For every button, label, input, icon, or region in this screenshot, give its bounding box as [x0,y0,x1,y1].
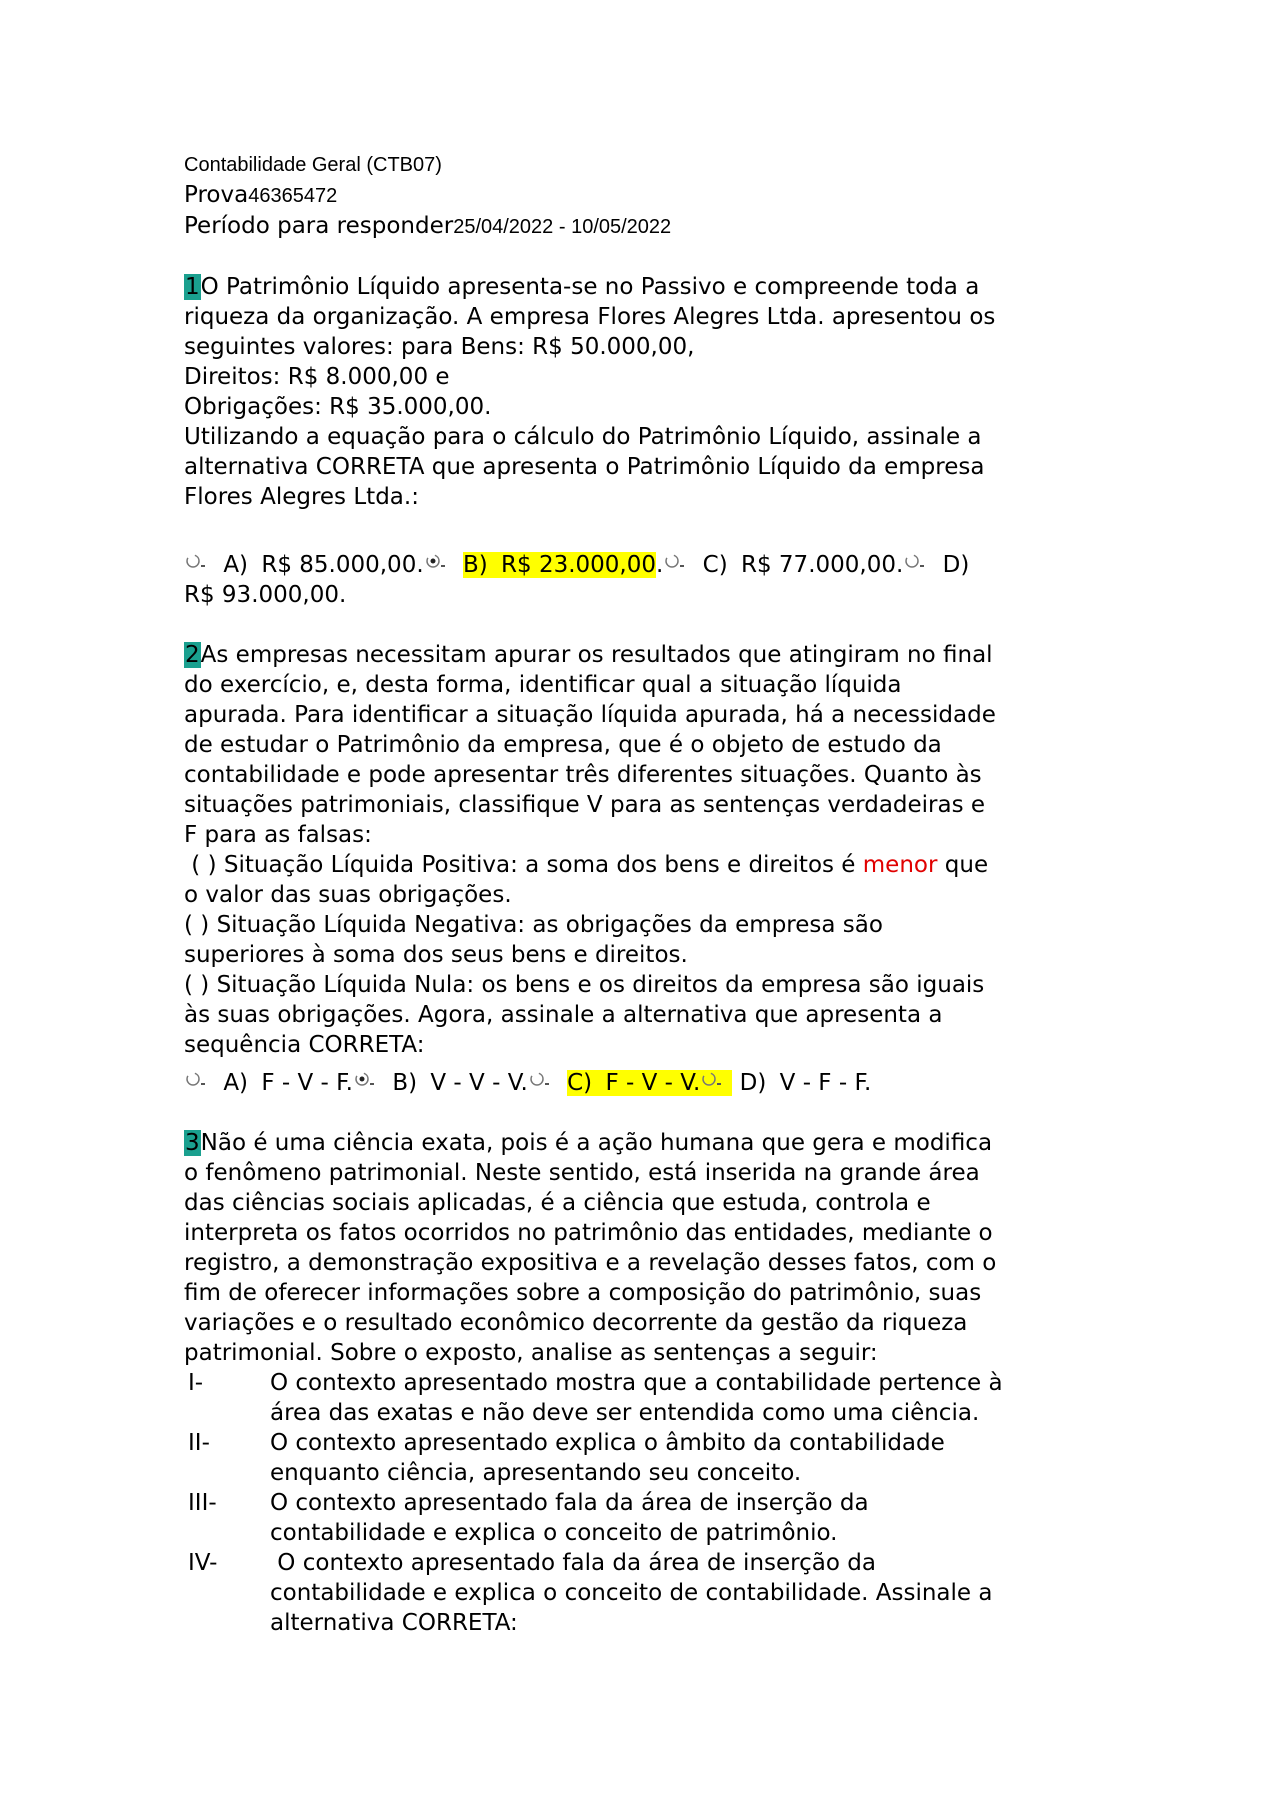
question-text-line: Direitos: R$ 8.000,00 e [184,364,450,390]
question-text-line: das ciências sociais aplicadas, é a ciência que estuda, controla e [184,1190,931,1216]
roman-numeral: I- [188,1370,204,1396]
roman-numeral: II- [188,1430,210,1456]
radio-unselected-icon[interactable] [184,552,210,574]
option-label: B) [462,552,488,578]
option-label: D) [739,1070,767,1096]
question-text-line: seguintes valores: para Bens: R$ 50.000,00, [184,334,695,360]
statement-3-continued: às suas obrigações. Agora, assinale a alternativa que apresenta a [184,1002,943,1028]
option-label: D) [942,552,970,578]
prova-label: Prova [184,182,249,208]
radio-unselected-icon[interactable] [528,1070,554,1092]
option-label: B) [392,1070,418,1096]
radio-selected-icon[interactable] [424,552,450,574]
question-text-line: patrimonial. Sobre o exposto, analise as sentenças a seguir: [184,1340,878,1366]
question-text-line: registro, a demonstração expositiva e a revelação desses fatos, com o [184,1250,997,1276]
list-item: I- O contexto apresentado mostra que a contabilidade pertence à área das exatas e não deve ser entendida como uma ciência. [184,1368,1104,1428]
option-text: V - V - V. [430,1070,528,1096]
options-line [184,1068,1104,1098]
radio-unselected-icon[interactable] [903,552,929,574]
question-text-line: contabilidade e pode apresentar três diferentes situações. Quanto às [184,762,982,788]
question-number: 1 [185,274,200,300]
radio-unselected-icon[interactable] [663,552,689,574]
document-content [184,150,1104,1638]
question-text-line: variações e o resultado econômico decorrente da gestão da riqueza [184,1310,968,1336]
roman-numeral: III- [188,1490,217,1516]
radio-unselected-icon[interactable] [184,1070,210,1092]
option-text-correct: R$ 23.000,00 [501,552,657,578]
radio-unselected-icon[interactable] [700,1070,726,1092]
statement-3-continued: sequência CORRETA: [184,1032,425,1058]
option-text: R$ 77.000,00. [741,552,904,578]
question-text-line: o fenômeno patrimonial. Neste sentido, está inserida na grande área [184,1160,980,1186]
question-text-line: do exercício, e, desta forma, identificar qual a situação líquida [184,672,902,698]
question-text-line: Flores Alegres Ltda.: [184,484,419,510]
option-text: R$ 85.000,00. [261,552,424,578]
question-2 [184,640,1104,1098]
question-text-line: F para as falsas: [184,822,372,848]
option-text: F - V - F. [261,1070,353,1096]
list-item: III- O contexto apresentado fala da área de inserção da contabilidade e explica o conceito de patrimônio. [184,1488,1104,1548]
periodo-line [184,211,1104,242]
question-text-line: As empresas necessitam apurar os resultados que atingiram no final [200,642,993,668]
option-label: A) [223,1070,249,1096]
statement-1: ( ) Situação Líquida Positiva: a soma dos bens e direitos é menor que [184,852,989,878]
question-number: 2 [185,642,200,668]
radio-selected-icon[interactable] [353,1070,379,1092]
statement-2: ( ) Situação Líquida Negativa: as obrigações da empresa são [184,912,883,938]
question-text-line: Utilizando a equação para o cálculo do Patrimônio Líquido, assinale a [184,424,982,450]
options-line: A) R$ 85.000,00. B) R$ 23.000,00. C) R$ 77.000,00. D) [184,550,1104,580]
question-text-line: riqueza da organização. A empresa Flores Alegres Ltda. apresentou os [184,304,996,330]
course-title: Contabilidade Geral (CTB07) [184,154,442,176]
question-text-line: situações patrimoniais, classifique V para as sentenças verdadeiras e [184,792,986,818]
prova-number: 46365472 [248,185,338,207]
question-text-line: fim de oferecer informações sobre a composição do patrimônio, suas [184,1280,982,1306]
question-text-line: O Patrimônio Líquido apresenta-se no Passivo e compreende toda a [200,274,980,300]
question-3 [184,1128,1104,1638]
list-item: IV- O contexto apresentado fala da área de inserção da contabilidade e explica o conceito de contabilidade. Assinale a alternativa CORRETA: [184,1548,1104,1638]
list-item: II- O contexto apresentado explica o âmbito da contabilidade enquanto ciência, apresentando seu conceito. [184,1428,1104,1488]
option-label: A) [223,552,249,578]
option-label: C) [567,1070,593,1096]
statement-2-continued: superiores à soma dos seus bens e direitos. [184,942,688,968]
prova-line [184,180,1104,211]
option-text-correct: F - V - V. [605,1070,701,1096]
question-text-line: Não é uma ciência exata, pois é a ação humana que gera e modifica [200,1130,993,1156]
roman-numeral: IV- [188,1550,218,1576]
question-1 [184,272,1104,610]
highlighted-word: menor [862,852,938,878]
question-text-line: alternativa CORRETA que apresenta o Patrimônio Líquido da empresa [184,454,985,480]
question-text-line: Obrigações: R$ 35.000,00. [184,394,492,420]
option-text: V - F - F. [779,1070,872,1096]
question-text-line: interpreta os fatos ocorridos no patrimônio das entidades, mediante o [184,1220,993,1246]
question-text-line: apurada. Para identificar a situação líquida apurada, há a necessidade [184,702,996,728]
question-text-line: de estudar o Patrimônio da empresa, que é o objeto de estudo da [184,732,942,758]
periodo-value: 25/04/2022 - 10/05/2022 [453,216,672,238]
statement-1-continued: o valor das suas obrigações. [184,882,512,908]
question-number: 3 [185,1130,200,1156]
option-label: C) [702,552,728,578]
statement-3: ( ) Situação Líquida Nula: os bens e os direitos da empresa são iguais [184,972,985,998]
option-text: R$ 93.000,00. [184,582,347,608]
periodo-label: Período para responder [184,213,454,239]
